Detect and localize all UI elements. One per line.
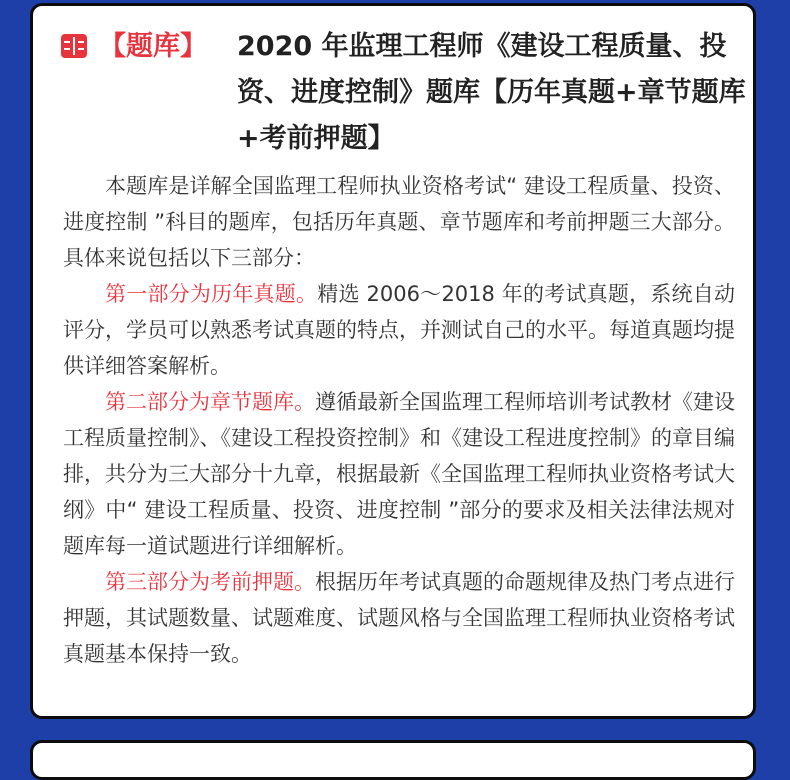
next-card-edge [30, 740, 756, 780]
question-bank-card [30, 3, 756, 719]
section-heading-2: 第二部分为章节题库。 [105, 390, 315, 414]
section-paragraph-1 [63, 276, 735, 384]
book-icon [61, 34, 87, 58]
section-paragraph-3 [63, 564, 735, 672]
section-heading-1: 第一部分为历年真题。 [105, 282, 318, 306]
title-tag: 【题库】 [99, 31, 207, 62]
section-text-1: 精选 2006～2018 年的考试真题，系统自动评分，学员可以熟悉考试真题的特点，并测试自己的水平。每道真题均提供详细答案解析。 [63, 282, 735, 378]
card-body [63, 168, 735, 672]
card-title: 2020 年监理工程师《建设工程质量、投资、进度控制》题库【历年真题+章节题库+考前押题】 [237, 31, 746, 154]
section-text-3: 根据历年考试真题的命题规律及热门考点进行押题，其试题数量、试题难度、试题风格与全国监理工程师执业资格考试真题基本保持一致。 [63, 570, 735, 666]
section-heading-3: 第三部分为考前押题。 [105, 570, 315, 594]
section-text-2: 遵循最新全国监理工程师培训考试教材《建设工程质量控制》、《建设工程投资控制》和《建设工程进度控制》的章目编排，共分为三大部分十九章，根据最新《全国监理工程师执业资格考试大纲》中“ 建设工程质量、投资、进度控制 ”部分的要求及相关法律法规对题库每一道试题进行详细解析。 [63, 390, 735, 558]
intro-paragraph: 本题库是详解全国监理工程师执业资格考试“ 建设工程质量、投资、进度控制 ”科目的题库，包括历年真题、章节题库和考前押题三大部分。具体来说包括以下三部分： [63, 174, 735, 270]
section-paragraph-2 [63, 384, 735, 564]
